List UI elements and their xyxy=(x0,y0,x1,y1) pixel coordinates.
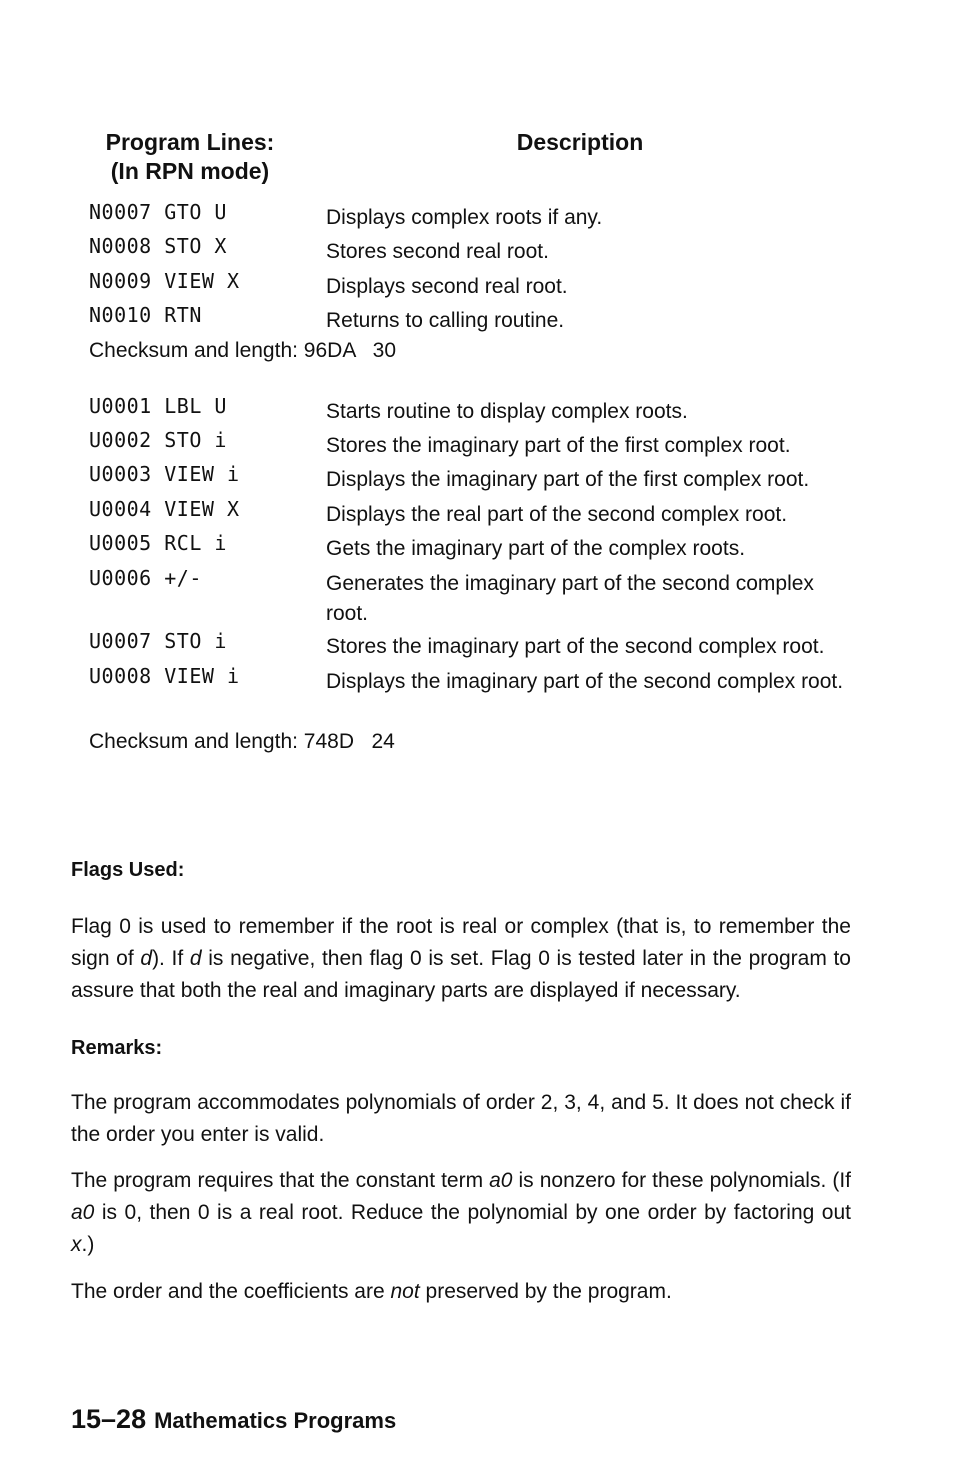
text-segment: Flag 0 is used to remember if the root is real or complex (that is, to remember the sign of xyxy=(71,915,851,970)
chapter-title: Mathematics Programs xyxy=(154,1408,397,1433)
program-line-description: Displays the real part of the second complex root. xyxy=(326,503,788,526)
variable-x: x xyxy=(71,1233,82,1256)
text-segment: is 0, then 0 is a real root. Reduce the polynomial by one order by factoring out xyxy=(94,1201,851,1224)
variable-d: d xyxy=(140,947,153,970)
program-line-description: Stores second real root. xyxy=(326,240,549,263)
program-line-code: U0006 +/- xyxy=(89,566,202,590)
program-lines-header xyxy=(90,128,290,186)
program-line-code: U0003 VIEW i xyxy=(89,462,240,486)
variable-d: d xyxy=(189,947,202,970)
text-segment: The program requires that the constant term xyxy=(71,1169,490,1192)
rpn-mode-subtitle: (In RPN mode) xyxy=(110,158,270,184)
program-line-description: Stores the imaginary part of the second complex root. xyxy=(326,635,825,658)
program-lines-title: Program Lines: xyxy=(105,129,275,155)
flags-used-heading: Flags Used: xyxy=(71,859,185,881)
program-line-description: Starts routine to display complex roots. xyxy=(326,400,688,423)
text-segment: is nonzero for these polynomials. (If xyxy=(512,1169,851,1192)
program-line-code: U0004 VIEW X xyxy=(89,497,240,521)
remarks-paragraph-3 xyxy=(71,1276,851,1308)
description-header: Description xyxy=(516,129,644,155)
program-line-description: Displays complex roots if any. xyxy=(326,206,603,229)
text-segment: preserved by the program. xyxy=(419,1280,672,1303)
program-line-code: N0008 STO X xyxy=(89,234,227,258)
checksum-line: Checksum and length: 96DA 30 xyxy=(89,339,397,362)
variable-a0: a0 xyxy=(71,1201,95,1224)
emphasis-not: not xyxy=(390,1280,420,1303)
variable-a0: a0 xyxy=(489,1169,513,1192)
program-line-description: Displays the imaginary part of the second complex root. xyxy=(326,670,844,693)
program-line-code: N0007 GTO U xyxy=(89,200,227,224)
program-line-code: U0005 RCL i xyxy=(89,531,227,555)
program-line-code: U0001 LBL U xyxy=(89,394,227,418)
checksum-line: Checksum and length: 748D 24 xyxy=(89,730,395,753)
remarks-paragraph-1: The program accommodates polynomials of order 2, 3, 4, and 5. It does not check if the order you enter is valid. xyxy=(71,1091,851,1146)
program-line-code: U0007 STO i xyxy=(89,629,227,653)
program-line-code: U0002 STO i xyxy=(89,428,227,452)
program-line-code: N0010 RTN xyxy=(89,303,202,327)
program-line-description: Displays second real root. xyxy=(326,275,568,298)
program-line-description: Stores the imaginary part of the first complex root. xyxy=(326,434,791,457)
remarks-paragraph-2 xyxy=(71,1165,851,1261)
text-segment: ). If xyxy=(152,947,190,970)
page-number: 15–28 xyxy=(71,1404,147,1434)
program-line-description: Displays the imaginary part of the first complex root. xyxy=(326,468,810,491)
text-segment: is negative, then flag 0 is set. Flag 0 is tested later in the program to assure that both the real and imaginary parts are displayed if necessary. xyxy=(71,947,851,1002)
program-line-description: Gets the imaginary part of the complex roots. xyxy=(326,537,746,560)
program-line-code: N0009 VIEW X xyxy=(89,269,240,293)
text-segment: .) xyxy=(81,1233,95,1256)
program-line-code: U0008 VIEW i xyxy=(89,664,240,688)
page-footer xyxy=(71,1404,396,1435)
program-line-description: Returns to calling routine. xyxy=(326,309,565,332)
text-segment: The order and the coefficients are xyxy=(71,1280,391,1303)
program-line-description: Generates the imaginary part of the second complex root. xyxy=(326,572,814,625)
remarks-heading: Remarks: xyxy=(71,1037,163,1059)
flags-paragraph xyxy=(71,911,851,1007)
